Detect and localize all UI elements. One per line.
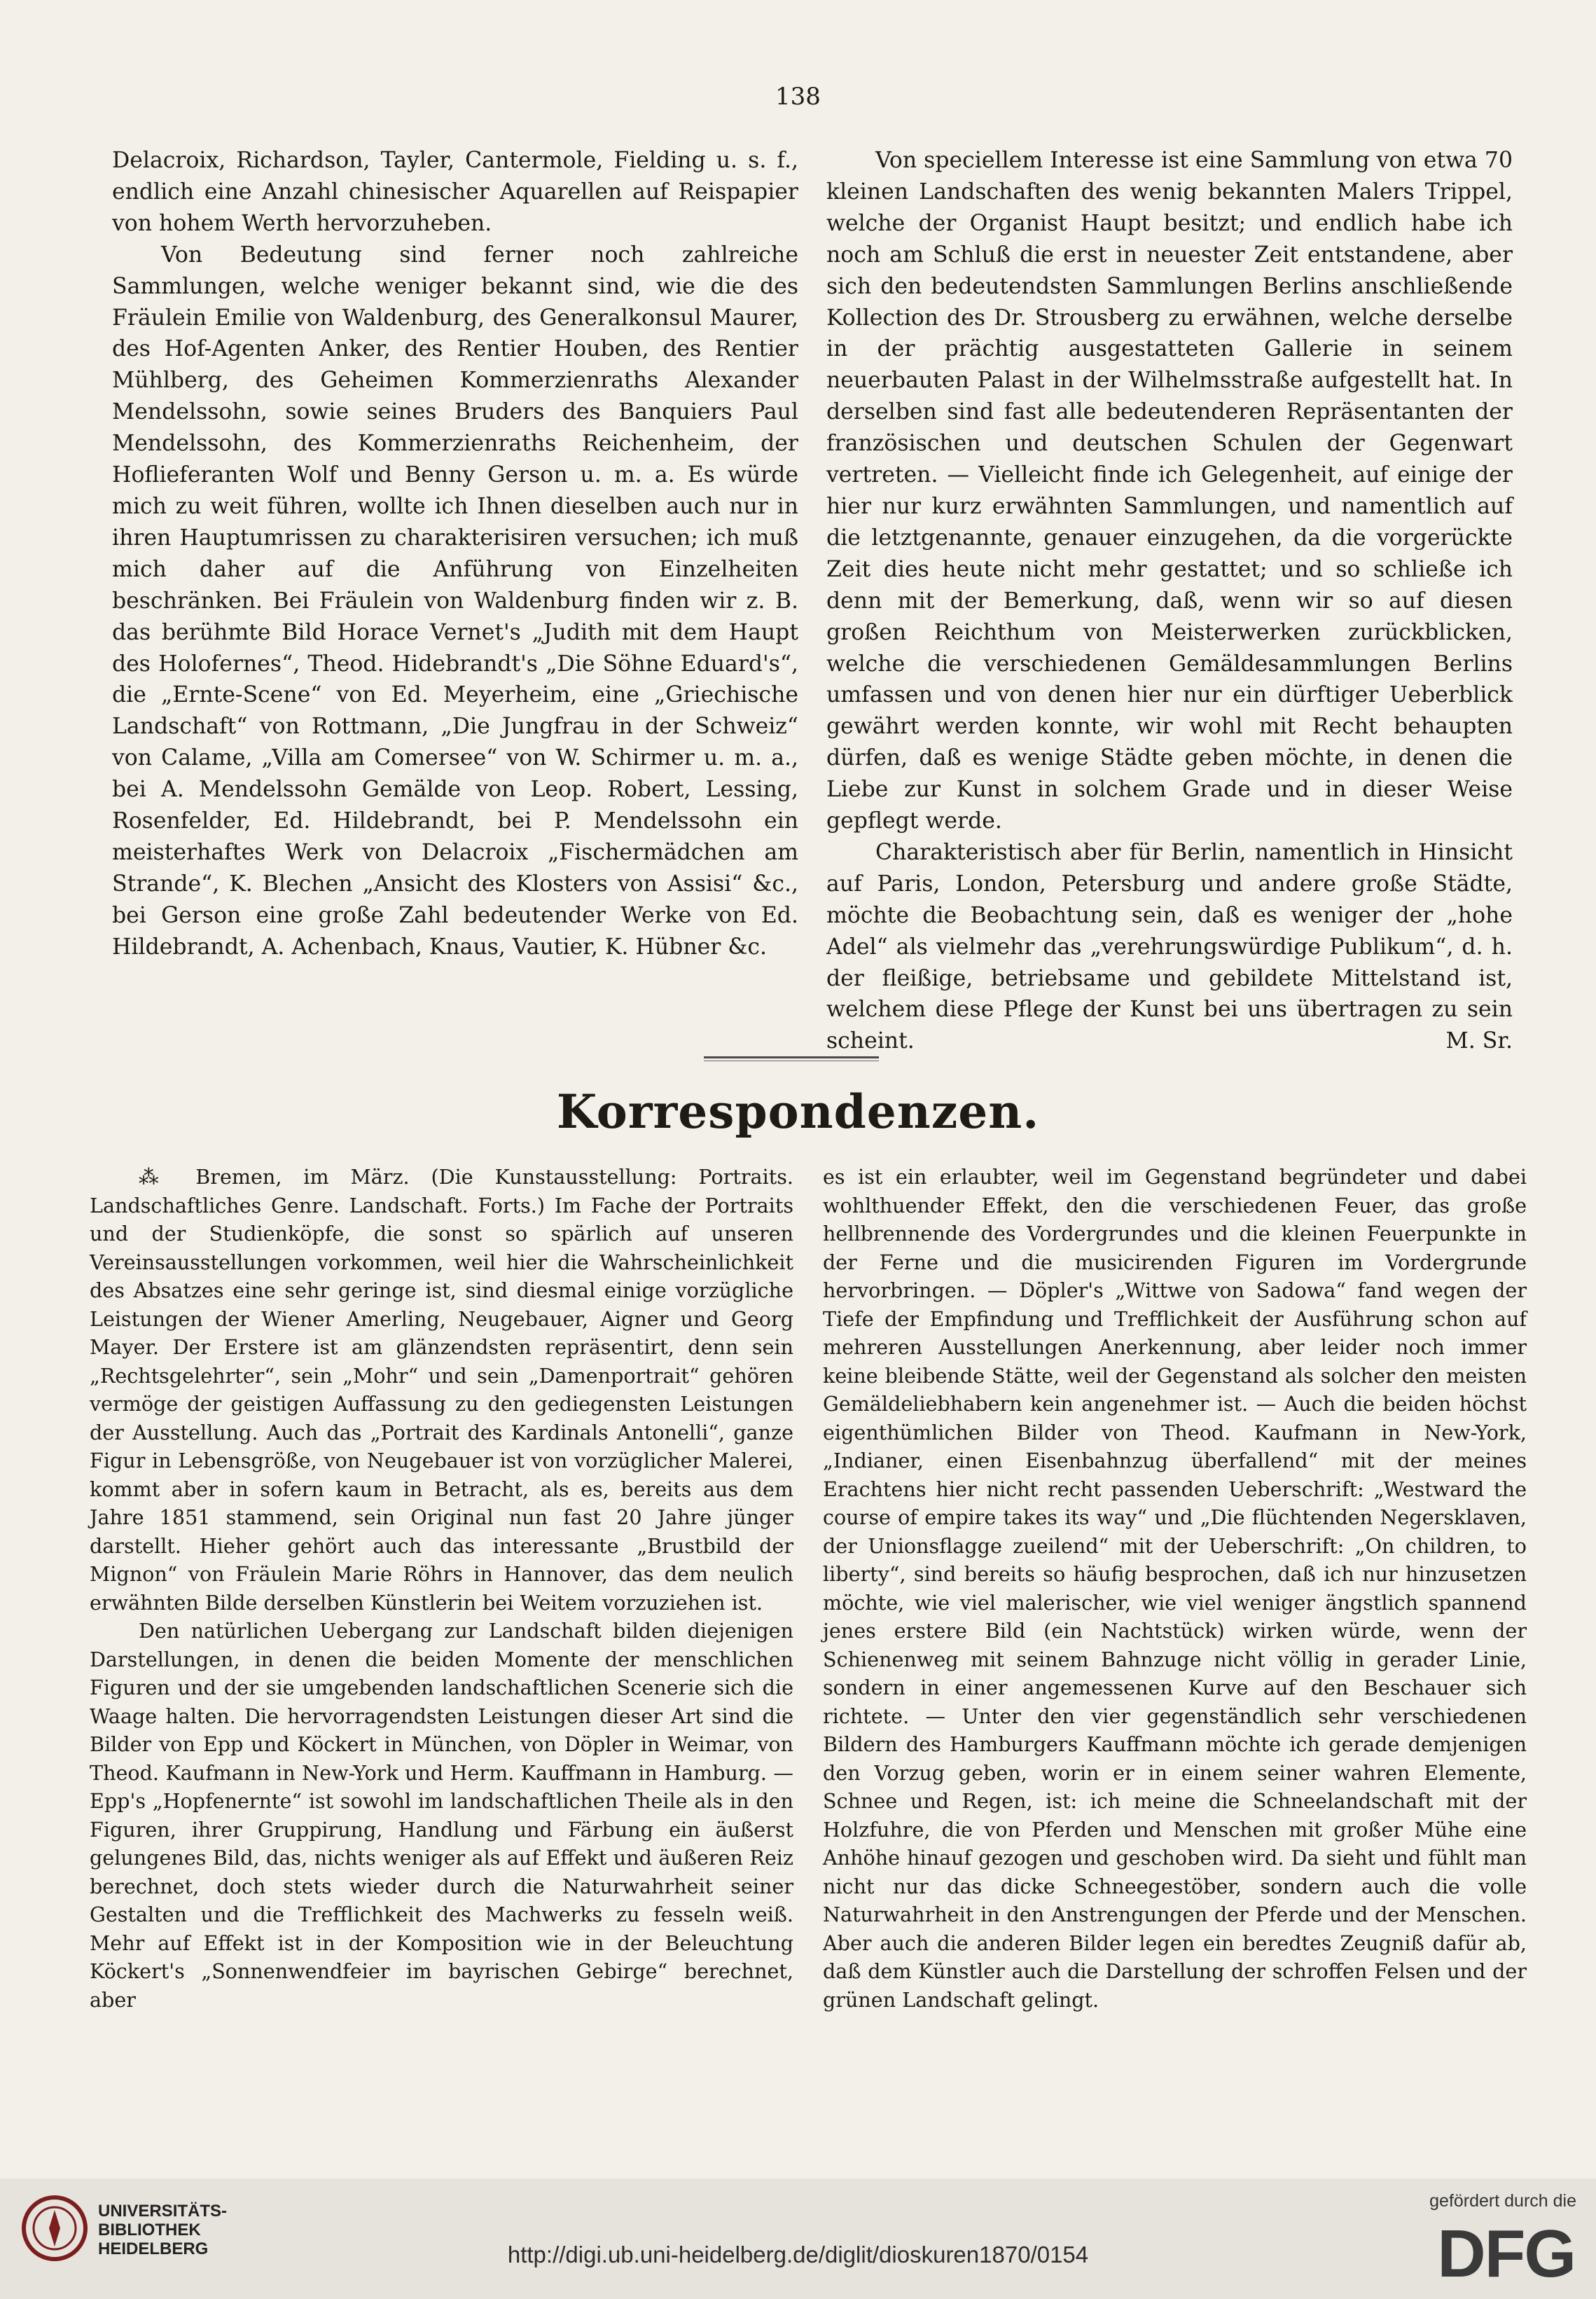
logo-line: UNIVERSITÄTS- <box>98 2202 228 2221</box>
paragraph: Delacroix, Richardson, Tayler, Cantermole, Fielding u. s. f., endlich eine Anzahl chinesischer Aquarellen auf Reispapier von hohem Werth hervorzuheben. <box>112 148 798 236</box>
viewer-footer <box>0 2179 1596 2299</box>
column-top-left <box>112 145 798 963</box>
paragraph-text: Charakteristisch aber für Berlin, namentlich in Hinsicht auf Paris, London, Petersburg und andere große Städte, möchte die Beobachtung sein, daß es weniger der „hohe Adel“ als vielmehr das „verehrungswürdige Publikum“, d. h. der fleißige, betriebsame und gebildete Mittelstand ist, welchem diese Pflege der Kunst bei uns übertragen zu sein scheint. <box>826 839 1513 1054</box>
section-divider <box>704 1056 879 1058</box>
column-bottom-right <box>823 1163 1527 2014</box>
paragraph <box>826 837 1513 1057</box>
column-top-right <box>826 145 1513 1057</box>
sponsor-text: gefördert durch die <box>1429 2191 1576 2211</box>
paragraph: es ist ein erlaubter, weil im Gegenstand begründeter und dabei wohlthuender Effekt, den die verschiedenen Feuer, das große hellbrennende des Vordergrundes und die kleinen Feuerpunkte in der Ferne und die musicirenden Figuren im Vordergrunde hervorbringen. — Döpler's „Wittwe von Sadowa“ fand wegen der Tiefe der Empfindung und Trefflichkeit der Ausführung schon auf mehreren Ausstellungen Anerkennung, aber leider noch immer keine bleibende Stätte, weil der Gegenstand als solcher den meisten Gemäldeliebhabern kein angenehmer ist. — Auch die beiden höchst eigenthümlichen Bilder von Theod. Kaufmann in New-York, „Indianer, einen Eisenbahnzug überfallend“ mit der meines Erachtens hier nicht recht passenden Ueberschrift: „Westward the course of empire takes its way“ und „Die flüchtenden Negersklaven, der Unionsflagge zueilend“ mit der Ueberschrift: „On children, to liberty“, sind bereits so häufig besprochen, daß ich nur hinzusetzen möchte, wie viel malerischer, wie viel weniger ängstlich spannend jenes erstere Bild (ein Nachtstück) wirken würde, wenn der Schienenweg mit seinem Bahnzuge nicht völlig in gerader Linie, sondern in einer angemessenen Kurve auf den Beschauer sich richtete. — Unter den vier gegenständlich sehr verschiedenen Bildern des Hamburgers Kauffmann möchte ich gerade demjenigen den Vorzug geben, worin er in einem seiner wahren Elemente, Schnee und Regen, ist: ich meine die Schneelandschaft mit der Holzfuhre, die von Pferden und Menschen mit großer Mühe eine Anhöhe hinauf gezogen und geschoben wird. Da sieht und fühlt man nicht nur das dicke Schneegestöber, sondern auch die volle Naturwahrheit in den Anstrengungen der Pferde und der Menschen. Aber auch die anderen Bilder legen ein beredtes Zeugniß dafür ab, daß dem Künstler auch die Darstellung der schroffen Felsen und der grünen Landschaft gelingt. <box>823 1165 1527 2012</box>
logo-line: BIBLIOTHEK <box>98 2221 201 2239</box>
paragraph: ⁂ Bremen, im März. (Die Kunstausstellung: Portraits. Landschaftliches Genre. Landschaft. Forts.) Im Fache der Portraits und der Studienköpfe, die sonst so spärlich auf unseren Vereinsausstellungen vorkommen, weil hier die Wahrscheinlichkeit des Absatzes eine sehr geringe ist, sind diesmal einige vorzügliche Leistungen der Wiener Amerling, Neugebauer, Aigner und Georg Mayer. Der Erstere ist am glänzendsten repräsentirt, denn sein „Rechtsgelehrter“, sein „Mohr“ und sein „Damenportrait“ gehören vermöge der geistigen Auffassung zu den gediegensten Leistungen der Ausstellung. Auch das „Portrait des Kardinals Antonelli“, ganze Figur in Lebensgröße, von Neugebauer ist von vorzüglicher Malerei, kommt aber in sofern kaum in Betracht, als es, bereits aus dem Jahre 1851 stammend, sein Original nun fast 20 Jahre jünger darstellt. Hieher gehört auch das interessante „Brustbild der Mignon“ von Fräulein Marie Röhrs in Hannover, das dem neulich erwähnten Bilde derselben Künstlerin bei Weitem vorzuziehen ist. <box>90 1165 793 1615</box>
section-title: Korrespondenzen. <box>556 1084 1040 1139</box>
logo-line: HEIDELBERG <box>98 2239 209 2258</box>
paragraph: Den natürlichen Uebergang zur Landschaft bilden diejenigen Darstellungen, in denen die beiden Momente der menschlichen Figuren und der sie umgebenden landschaftlichen Scenerie sich die Waage halten. Die hervorragendsten Leistungen dieser Art sind die Bilder von Epp und Köckert in München, von Döpler in Weimar, von Theod. Kaufmann in New-York und Herm. Kauffmann in Hamburg. — Epp's „Hopfenernte“ ist sowohl im landschaftlichen Theile als in den Figuren, ihrer Gruppirung, Handlung und Färbung ein äußerst gelungenes Bild, das, nichts weniger als auf Effekt und äußeren Reiz berechnet, doch stets wieder durch die Naturwahrheit seiner Gestalten und die Trefflichkeit des Machwerks zu fesseln weiß. Mehr auf Effekt ist in der Komposition wie in der Beleuchtung Köckert's „Sonnenwendfeier im bayrischen Gebirge“ berechnet, aber <box>90 1619 793 2012</box>
column-bottom-left <box>90 1163 793 2014</box>
permalink-url[interactable]: http://digi.ub.uni-heidelberg.de/diglit/dioskuren1870/0154 <box>507 2242 1089 2267</box>
author-signature: M. Sr. <box>1445 1028 1513 1054</box>
page-number: 138 <box>775 83 821 111</box>
paragraph: Von Bedeutung sind ferner noch zahlreiche Sammlungen, welche weniger bekannt sind, wie die des Fräulein Emilie von Waldenburg, des Generalkonsul Maurer, des Hof-Agenten Anker, des Rentier Houben, des Rentier Mühlberg, des Geheimen Kommerzienraths Alexander Mendelssohn, sowie seines Bruders des Banquiers Paul Mendelssohn, des Kommerzienraths Reichenheim, der Hoflieferanten Wolf und Benny Gerson u. m. a. Es würde mich zu weit führen, wollte ich Ihnen dieselben auch nur in ihren Hauptumrissen zu charakterisiren versuchen; ich muß mich daher auf die Anführung von Einzelheiten beschränken. Bei Fräulein von Waldenburg finden wir z. B. das berühmte Bild Horace Vernet's „Judith mit dem Haupt des Holofernes“, Theod. Hidebrandt's „Die Söhne Eduard's“, die „Ernte-Scene“ von Ed. Meyerheim, eine „Griechische Landschaft“ von Rottmann, „Die Jungfrau in der Schweiz“ von Calame, „Villa am Comersee“ von W. Schirmer u. m. a., bei A. Mendelssohn Gemälde von Leop. Robert, Lessing, Rosenfelder, Ed. Hildebrandt, bei P. Mendelssohn ein meisterhaftes Werk von Delacroix „Fischermädchen am Strande“, K. Blechen „Ansicht des Klosters von Assisi“ &c., bei Gerson eine große Zahl bedeutender Werke von Ed. Hildebrandt, A. Achenbach, Knaus, Vautier, K. Hübner &c. <box>112 242 798 960</box>
dfg-logo[interactable]: DFG <box>1437 2216 1575 2291</box>
paragraph: Von speciellem Interesse ist eine Sammlung von etwa 70 kleinen Landschaften des wenig bekannten Malers Trippel, welche der Organist Haupt besitzt; und endlich habe ich noch am Schluß die erst in neuester Zeit entstandene, aber sich den bedeutendsten Sammlungen Berlins anschließende Kollection des Dr. Strousberg zu erwähnen, welche derselbe in der prächtig ausgestatteten Gallerie in seinem neuerbauten Palast in der Wilhelmsstraße aufgestellt hat. In derselben sind fast alle bedeutenderen Repräsentanten der französischen und deutschen Schulen der Gegenwart vertreten. — Vielleicht finde ich Gelegenheit, auf einige der hier nur kurz erwähnten Sammlungen, und namentlich auf die letztgenannte, genauer einzugehen, da die vorgerückte Zeit dies heute nicht mehr gestattet; und so schließe ich denn mit der Bemerkung, daß, wenn wir so auf diesen großen Reichthum von Meisterwerken zurückblicken, welche die verschiedenen Gemäldesammlungen Berlins umfassen und von denen hier nur ein dürftiger Ueberblick gewährt werden konnte, wir wohl mit Recht behaupten dürfen, daß es wenige Städte geben möchte, in denen die Liebe zur Kunst in solchem Grade und in dieser Weise gepflegt werde. <box>826 148 1513 834</box>
